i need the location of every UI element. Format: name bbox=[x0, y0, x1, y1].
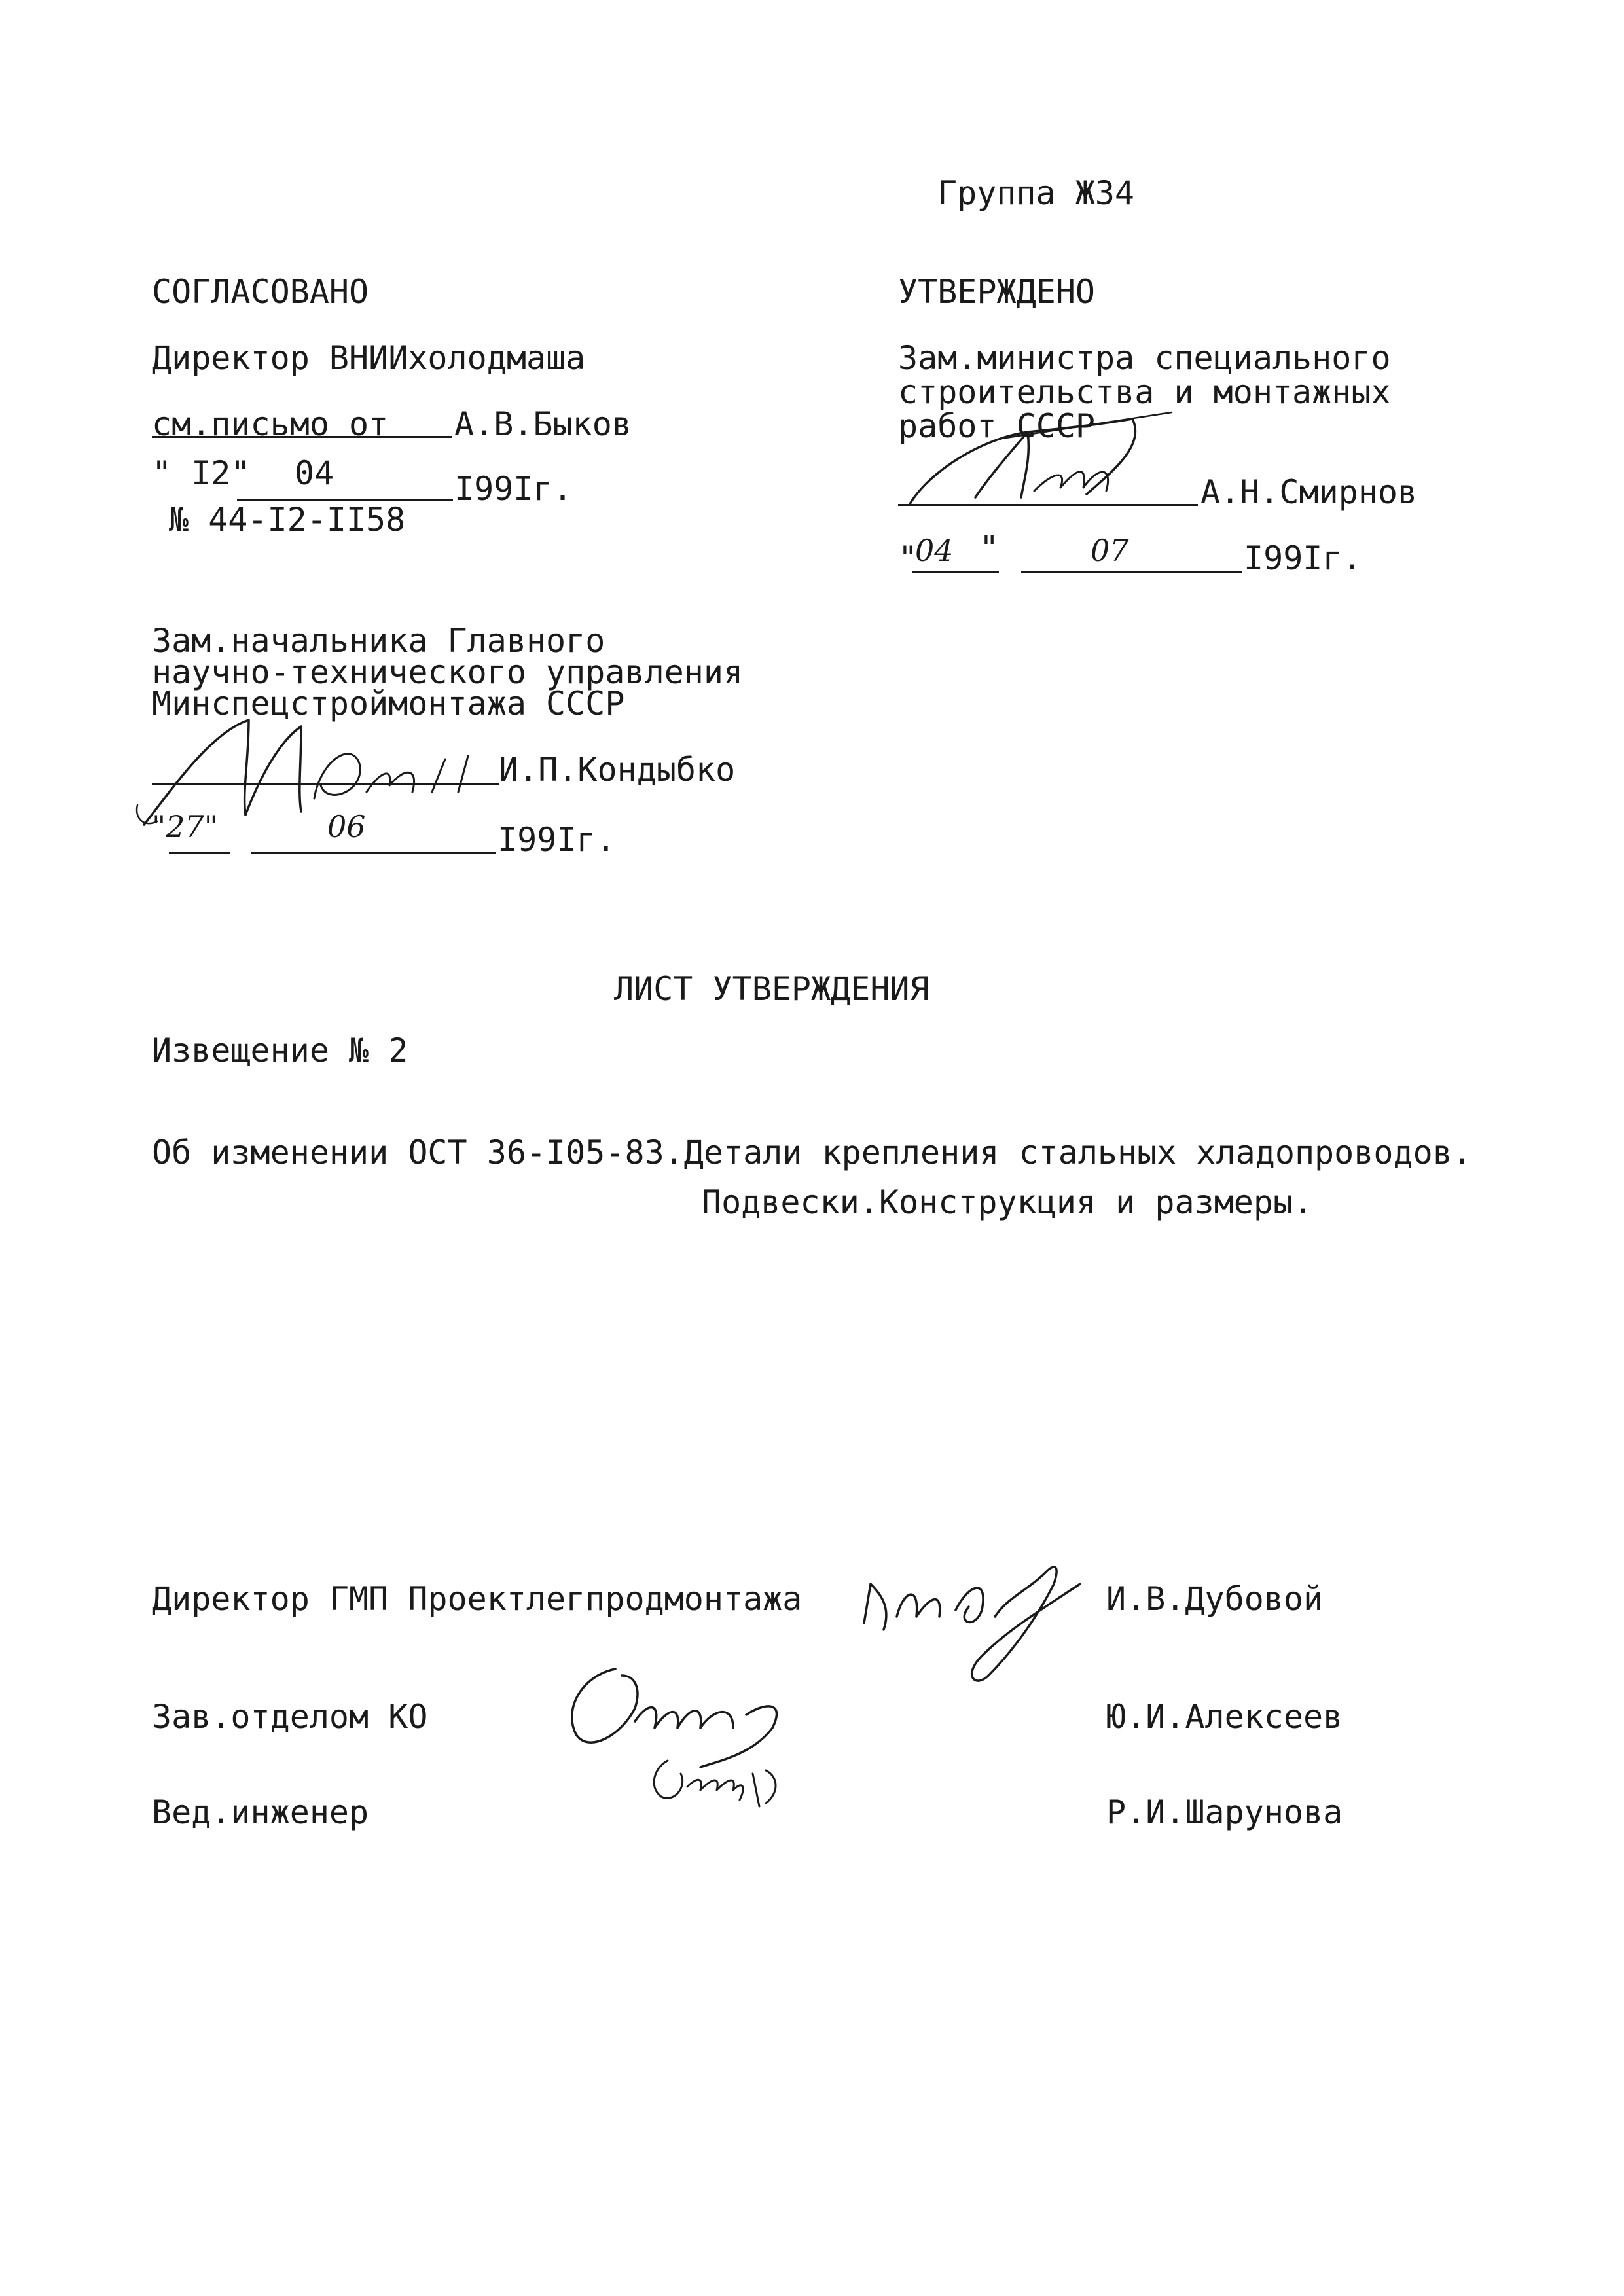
second-position-3: Минспецстроймонтажа СССР bbox=[152, 685, 625, 723]
approver-signature-line bbox=[898, 504, 1198, 506]
second-position-2: научно-технического управления bbox=[152, 653, 744, 691]
signatory-name-2: Ю.И.Алексеев bbox=[1106, 1698, 1343, 1736]
signatory-role-1: Директор ГМП Проектлегпродмонтажа bbox=[152, 1580, 803, 1618]
second-day: "27" bbox=[152, 809, 218, 844]
letter-year: I99Iг. bbox=[454, 470, 573, 508]
letter-number: № 44-I2-II58 bbox=[169, 501, 406, 539]
document-group: Группа Ж34 bbox=[937, 174, 1135, 212]
signatory-signature-1 bbox=[857, 1545, 1106, 1689]
approval-year: I99Iг. bbox=[1244, 539, 1362, 577]
signatory-name-3: Р.И.Шарунова bbox=[1106, 1793, 1343, 1831]
signatory-name-1: И.В.Дубовой bbox=[1106, 1580, 1324, 1618]
second-year: I99Iг. bbox=[497, 821, 616, 859]
approver-position-1: Зам.министра специального bbox=[898, 339, 1391, 377]
approver-position-2: строительства и монтажных bbox=[898, 373, 1391, 411]
letter-ref-underline bbox=[152, 436, 452, 438]
approved-title: УТВЕРЖДЕНО bbox=[898, 273, 1096, 311]
approval-day-underline bbox=[912, 571, 999, 573]
second-month: 06 bbox=[327, 809, 366, 844]
signatory-role-3: Вед.инженер bbox=[152, 1793, 369, 1831]
second-position-1: Зам.начальника Главного bbox=[152, 622, 605, 660]
director-name: А.В.Быков bbox=[454, 405, 632, 443]
approval-day-open: " bbox=[898, 539, 918, 577]
second-signature-line bbox=[152, 783, 499, 785]
second-month-underline bbox=[251, 852, 496, 854]
notice-number: Извещение № 2 bbox=[152, 1031, 408, 1069]
subject-line-2: Подвески.Конструкция и размеры. bbox=[702, 1183, 1313, 1221]
approval-day-close: " bbox=[979, 529, 1000, 567]
letter-month: 04 bbox=[295, 454, 334, 492]
letter-day: " I2" bbox=[152, 454, 251, 492]
approval-day: 04 bbox=[915, 533, 954, 568]
agreed-title: СОГЛАСОВАНО bbox=[152, 273, 369, 311]
approval-month: 07 bbox=[1091, 533, 1129, 568]
approval-month-underline bbox=[1021, 571, 1242, 573]
subject-line-1: Об изменении ОСТ 36-I05-83.Детали крепления стальных хладопроводов. bbox=[152, 1134, 1472, 1172]
second-day-underline bbox=[169, 852, 230, 854]
signatory-signature-2 bbox=[556, 1656, 831, 1813]
second-name: И.П.Кондыбко bbox=[499, 751, 736, 789]
approver-name: А.Н.Смирнов bbox=[1200, 473, 1418, 511]
approver-position-3: работ СССР bbox=[898, 407, 1096, 445]
signatory-role-2: Зав.отделом КО bbox=[152, 1698, 428, 1736]
director-title: Директор ВНИИхолодмаша bbox=[152, 339, 586, 377]
sheet-title: ЛИСТ УТВЕРЖДЕНИЯ bbox=[614, 970, 929, 1008]
approver-signature bbox=[897, 393, 1204, 514]
letter-ref: см.письмо от bbox=[152, 405, 389, 443]
